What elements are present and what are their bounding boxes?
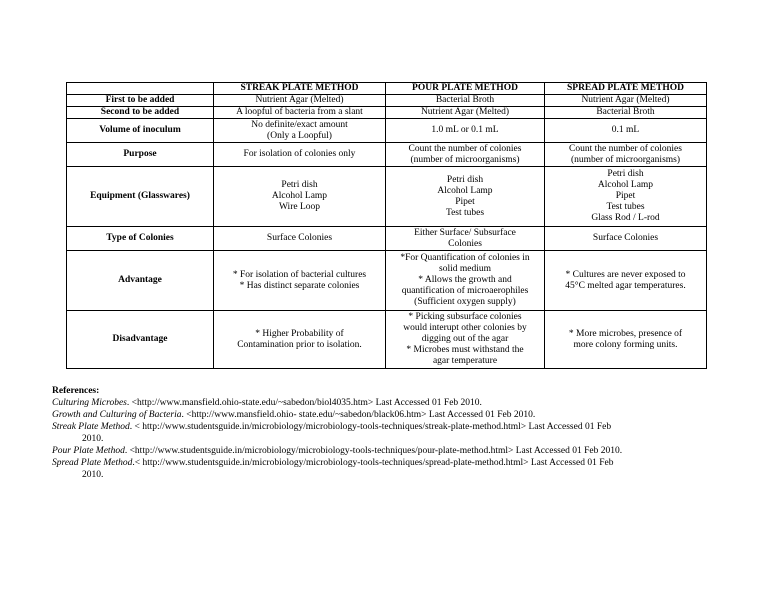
row-label: Volume of inoculum bbox=[67, 119, 214, 143]
reference-item bbox=[52, 457, 732, 481]
cell-text-line: For isolation of colonies only bbox=[243, 149, 356, 159]
table-cell bbox=[386, 311, 545, 369]
cell-text-line: Alcohol Lamp bbox=[597, 180, 654, 190]
header-streak-plate: STREAK PLATE METHOD bbox=[214, 83, 386, 95]
table-cell bbox=[386, 107, 545, 119]
reference-source-title: Culturing Microbes bbox=[52, 398, 127, 408]
cell-text-line: Contamination prior to isolation. bbox=[237, 339, 362, 350]
table-cell bbox=[214, 119, 386, 143]
table-cell bbox=[214, 251, 386, 311]
cell-text-line: Nutrient Agar (Melted) bbox=[255, 95, 344, 105]
row-label: Disadvantage bbox=[67, 311, 214, 369]
table-cell bbox=[214, 311, 386, 369]
reference-wrap-text: 2010. bbox=[82, 434, 104, 444]
cell-text-line: Petri dish bbox=[446, 174, 484, 185]
cell-text-line: Surface Colonies bbox=[592, 233, 659, 243]
header-empty-cell bbox=[67, 83, 214, 95]
cell-text-line: Colonies bbox=[448, 238, 482, 249]
cell-text-line: 45°C melted agar temperatures. bbox=[565, 280, 686, 291]
comparison-table bbox=[66, 82, 707, 369]
table-cell bbox=[214, 227, 386, 251]
cell-text-line: Alcohol Lamp bbox=[271, 191, 328, 201]
table-cell bbox=[545, 311, 707, 369]
references-title: References: bbox=[52, 386, 100, 396]
reference-item bbox=[52, 445, 732, 457]
cell-text-line: * For isolation of bacterial cultures bbox=[232, 269, 367, 280]
row-label: Second to be added bbox=[67, 107, 214, 119]
table-row bbox=[67, 95, 707, 107]
table-row bbox=[67, 167, 707, 227]
table-row bbox=[67, 227, 707, 251]
table-cell bbox=[545, 95, 707, 107]
reference-wrap-text: 2010. bbox=[82, 470, 104, 480]
cell-text-line: (Sufficient oxygen supply) bbox=[414, 297, 516, 307]
table-cell bbox=[386, 227, 545, 251]
table-cell bbox=[386, 167, 545, 227]
cell-text-line: (Only a Loopful) bbox=[267, 130, 332, 141]
table-cell bbox=[214, 95, 386, 107]
table-row bbox=[67, 311, 707, 369]
cell-text-line: digging out of the agar bbox=[421, 334, 509, 344]
cell-text-line: Petri dish bbox=[281, 180, 318, 190]
table-cell bbox=[386, 95, 545, 107]
table-row bbox=[67, 143, 707, 167]
cell-text-line: Nutrient Agar (Melted) bbox=[420, 107, 510, 117]
reference-source-title: Growth and Culturing of Bacteria bbox=[52, 410, 182, 420]
reference-item bbox=[52, 397, 732, 409]
reference-item bbox=[52, 421, 732, 445]
cell-text-line: Nutrient Agar (Melted) bbox=[581, 95, 670, 105]
cell-text-line: 1.0 mL or 0.1 mL bbox=[431, 125, 499, 135]
cell-text-line: *For Quantification of colonies in bbox=[400, 253, 530, 263]
cell-text-line: Bacterial Broth bbox=[596, 107, 655, 117]
row-label: Advantage bbox=[67, 251, 214, 311]
table-header-row bbox=[67, 83, 707, 95]
cell-text-line: Count the number of colonies bbox=[569, 143, 682, 154]
table-cell bbox=[545, 251, 707, 311]
table-cell bbox=[545, 143, 707, 167]
reference-link-text: . <http://www.mansfield.ohio- state.edu/~sabedon/black06.htm> Last Accessed 01 Feb 2010. bbox=[181, 410, 536, 420]
cell-text-line: Either Surface/ Subsurface bbox=[414, 227, 516, 238]
row-label: Type of Colonies bbox=[67, 227, 214, 251]
cell-text-line: * More microbes, presence of bbox=[568, 328, 683, 339]
cell-text-line: Surface Colonies bbox=[266, 233, 333, 243]
table-cell bbox=[214, 143, 386, 167]
references-list bbox=[52, 397, 732, 481]
cell-text-line: Wire Loop bbox=[278, 202, 321, 212]
header-spread-plate: SPREAD PLATE METHOD bbox=[545, 83, 707, 95]
cell-text-line: Test tubes bbox=[606, 202, 645, 212]
cell-text-line: agar temperature bbox=[432, 356, 498, 366]
cell-text-line: Glass Rod / L-rod bbox=[591, 213, 660, 223]
cell-text-line: * Cultures are never exposed to bbox=[565, 269, 686, 280]
cell-text-line: Pipet bbox=[455, 196, 475, 207]
reference-link-text: .< http://www.studentsguide.in/microbiology/microbiology-tools-techniques/spread-plate-method.html> Last Accessed 01 Feb bbox=[132, 458, 614, 468]
cell-text-line: (number of microorganisms) bbox=[410, 154, 520, 165]
table-cell bbox=[545, 167, 707, 227]
cell-text-line: Alcohol Lamp bbox=[437, 185, 493, 196]
cell-text-line: * Microbes must withstand the bbox=[406, 345, 524, 355]
table-row bbox=[67, 107, 707, 119]
reference-source-title: Pour Plate Method bbox=[52, 446, 125, 456]
cell-text-line: Count the number of colonies bbox=[408, 143, 522, 154]
cell-text-line: would interupt other colonies by bbox=[403, 323, 527, 333]
reference-item bbox=[52, 409, 732, 421]
cell-text-line: Bacterial Broth bbox=[435, 95, 495, 105]
cell-text-line: Test tubes bbox=[445, 207, 485, 218]
table-cell bbox=[386, 143, 545, 167]
references-section bbox=[52, 385, 732, 481]
cell-text-line: quantification of microaerophiles bbox=[401, 286, 529, 296]
reference-source-title: Streak Plate Method bbox=[52, 422, 130, 432]
table-cell bbox=[545, 227, 707, 251]
table-cell bbox=[545, 119, 707, 143]
cell-text-line: 0.1 mL bbox=[611, 125, 640, 135]
table-cell bbox=[386, 251, 545, 311]
cell-text-line: * Picking subsurface colonies bbox=[408, 312, 522, 322]
cell-text-line: more colony forming units. bbox=[573, 339, 678, 350]
table-cell bbox=[386, 119, 545, 143]
cell-text-line: * Has distinct separate colonies bbox=[239, 280, 360, 291]
table-row bbox=[67, 251, 707, 311]
table-cell bbox=[214, 107, 386, 119]
cell-text-line: Pipet bbox=[615, 191, 636, 201]
table-cell bbox=[545, 107, 707, 119]
row-label: Purpose bbox=[67, 143, 214, 167]
table-row bbox=[67, 119, 707, 143]
reference-link-text: . <http://www.mansfield.ohio-state.edu/~sabedon/biol4035.htm> Last Accessed 01 Feb 2010. bbox=[126, 398, 482, 408]
cell-text-line: solid medium bbox=[439, 264, 491, 274]
cell-text-line: No definite/exact amount bbox=[251, 119, 348, 130]
cell-text-line: * Higher Probability of bbox=[255, 328, 344, 339]
cell-text-line: Petri dish bbox=[607, 169, 644, 179]
header-pour-plate: POUR PLATE METHOD bbox=[386, 83, 545, 95]
cell-text-line: A loopful of bacteria from a slant bbox=[236, 107, 363, 117]
row-label: First to be added bbox=[67, 95, 214, 107]
reference-link-text: . <http://www.studentsguide.in/microbiology/microbiology-tools-techniques/pour-plate-method.html> Last Accessed 01 Feb 2010. bbox=[124, 446, 623, 456]
cell-text-line: (number of microorganisms) bbox=[570, 154, 681, 165]
reference-link-text: . < http://www.studentsguide.in/microbiology/microbiology-tools-techniques/streak-plate-method.html> Last Accessed 01 Feb bbox=[129, 422, 612, 432]
row-label: Equipment (Glasswares) bbox=[67, 167, 214, 227]
cell-text-line: * Allows the growth and bbox=[418, 275, 512, 285]
reference-source-title: Spread Plate Method bbox=[52, 458, 133, 468]
table-cell bbox=[214, 167, 386, 227]
